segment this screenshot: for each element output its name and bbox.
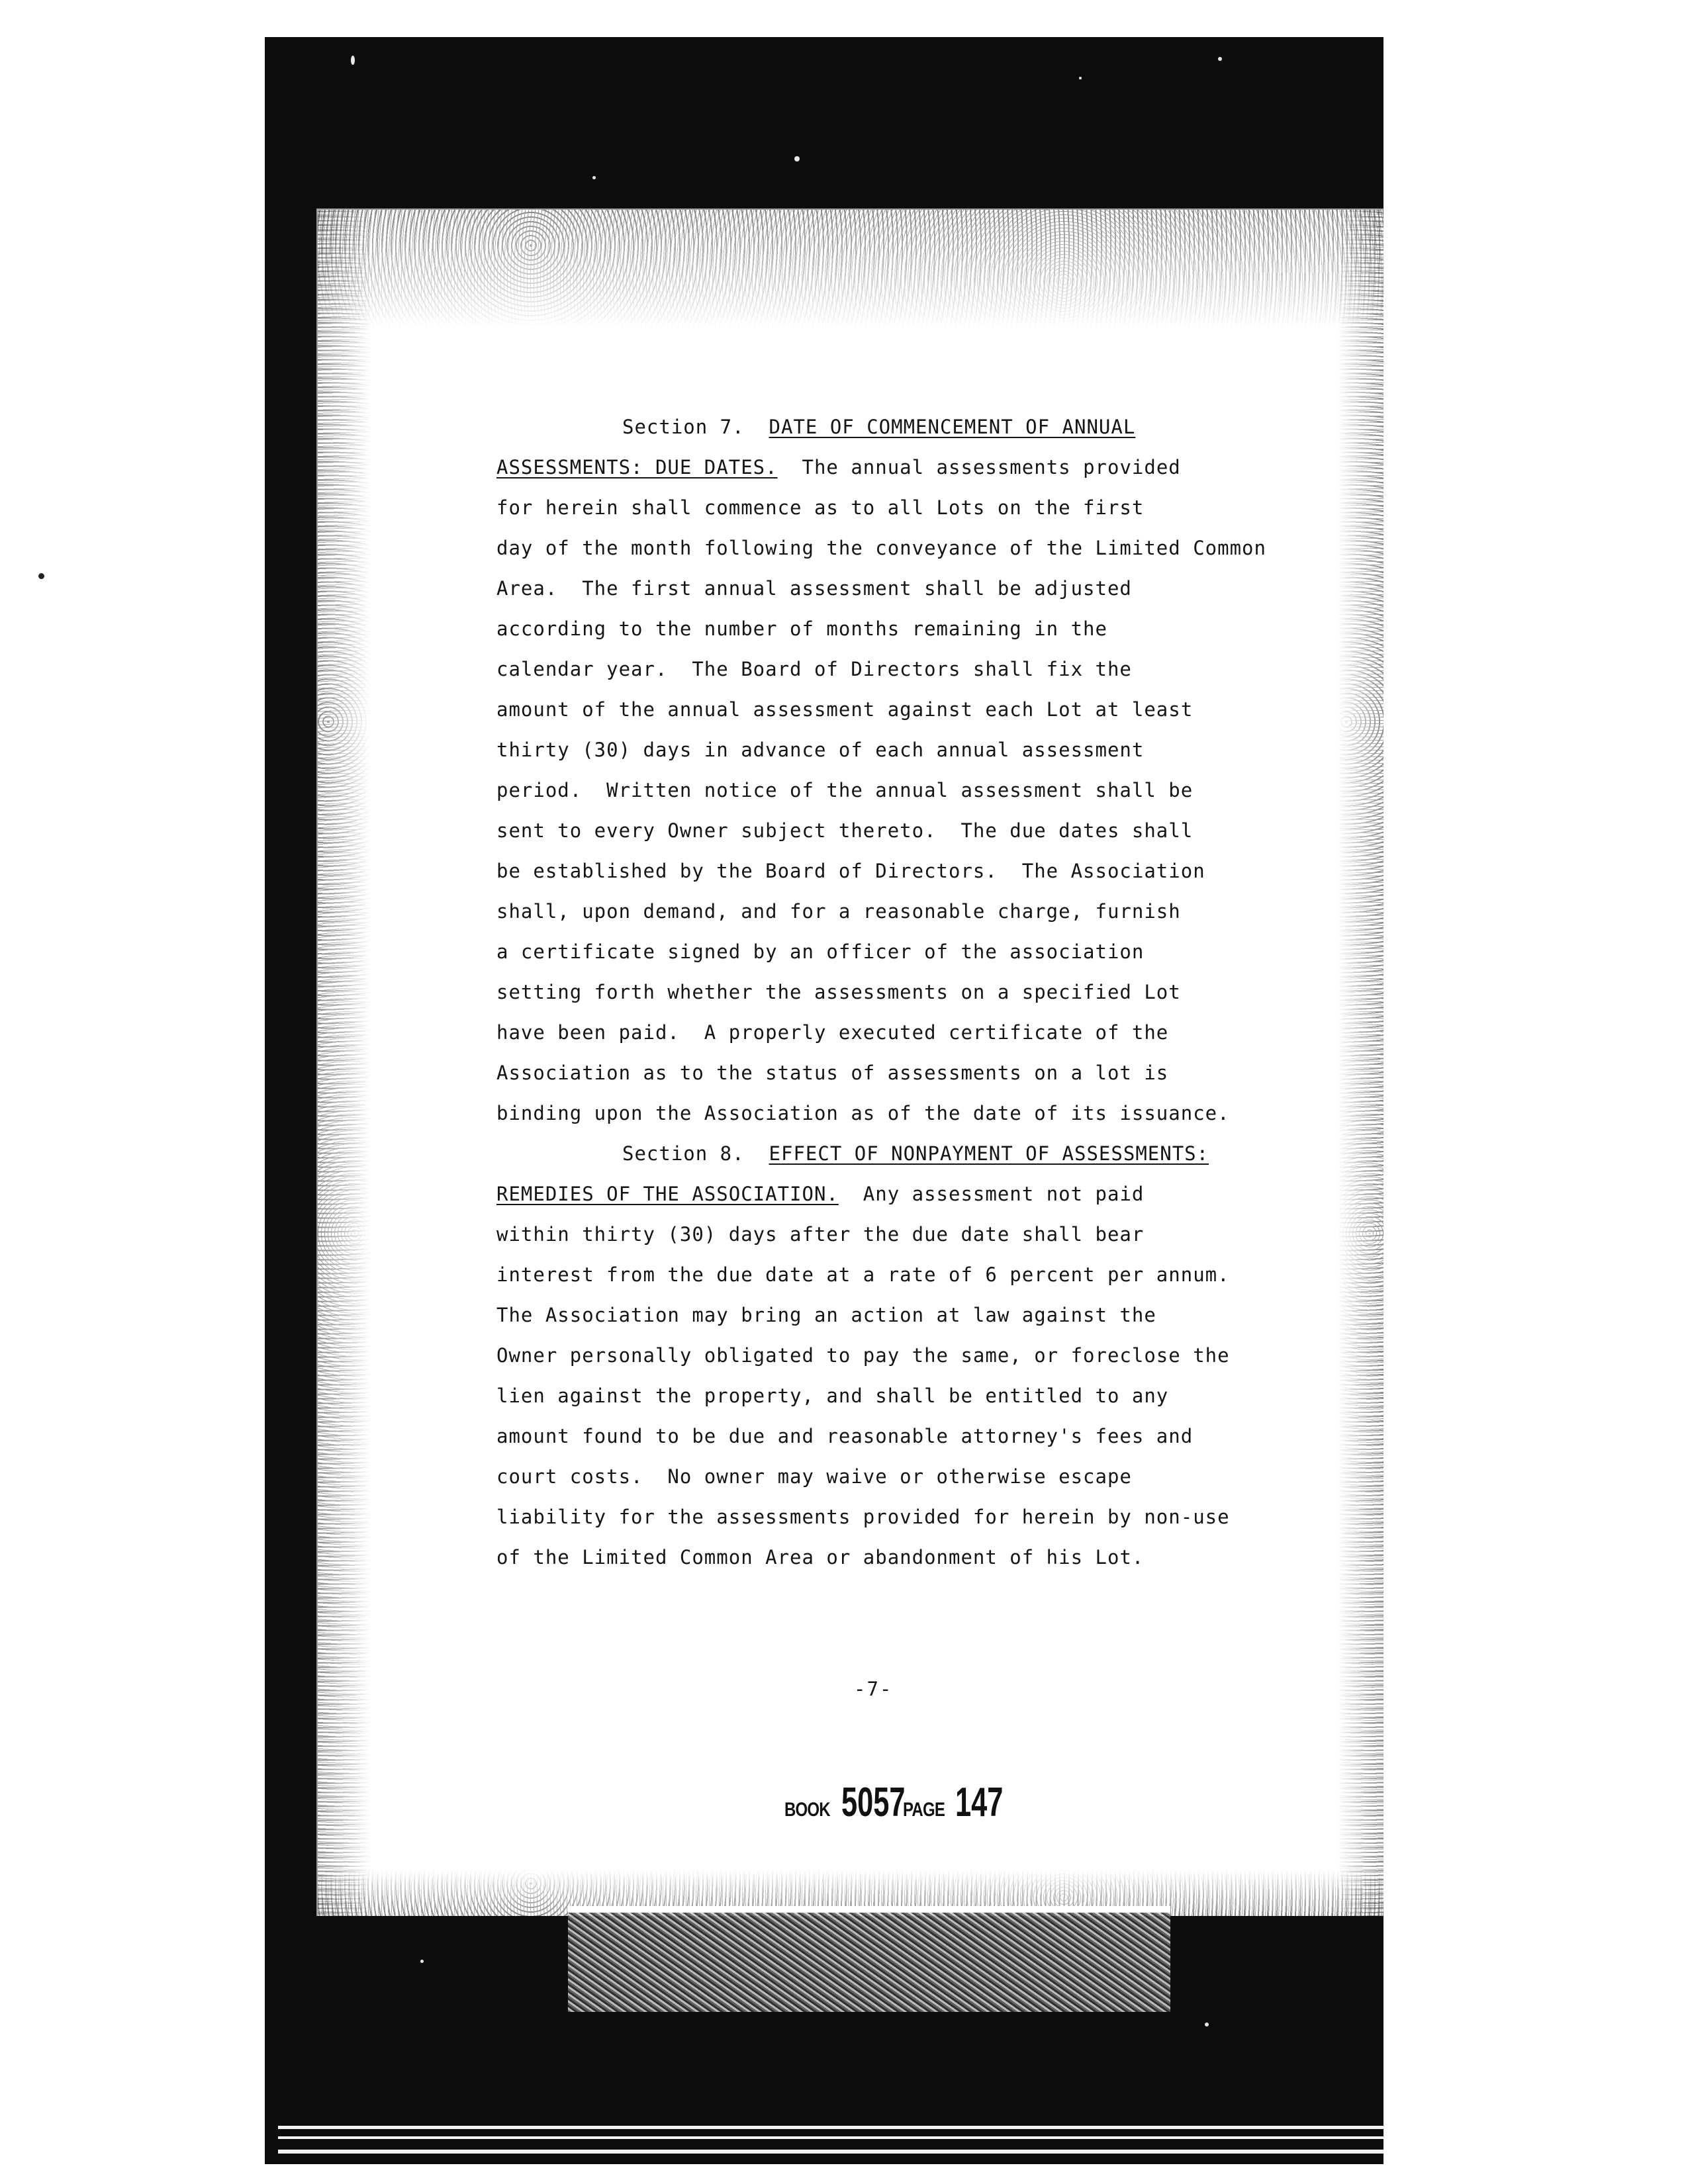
body-line: amount of the annual assessment against each Lot at least [496,698,1194,721]
stamp-book-label: BOOK [784,1799,830,1821]
page-number: -7- [854,1678,893,1700]
book-page-stamp [784,1779,1004,1826]
scan-speck [1079,77,1082,79]
body-line: amount found to be due and reasonable attorney's fees and [496,1425,1194,1447]
scan-speck [420,1960,424,1963]
body-line: day of the month following the conveyance of the Limited Common [496,537,1266,559]
section7-heading-line [496,407,1291,447]
section8-heading-1: EFFECT OF NONPAYMENT OF ASSESSMENTS: [769,1142,1209,1165]
body-line: binding upon the Association as of the date of its issuance. [496,1102,1230,1124]
section7-first-line: The annual assessments provided [802,456,1181,478]
body-line: setting forth whether the assessments on a specified Lot [496,981,1181,1003]
stamp-page-number: 147 [955,1780,1004,1825]
section7-heading-2: ASSESSMENTS: DUE DATES. [496,456,778,478]
body-line: lien against the property, and shall be entitled to any [496,1385,1169,1407]
stamp-book-number: 5057 [841,1780,906,1825]
scan-speck [351,56,355,65]
body-line: a certificate signed by an officer of the association [496,940,1145,963]
body-text [496,407,1291,1578]
section7-heading-line-2 [496,447,1291,488]
scan-speck [592,176,596,179]
section8-label: Section 8. [622,1142,745,1165]
bottom-rule [278,2136,1383,2139]
body-line: of the Limited Common Area or abandonment of his Lot. [496,1546,1145,1569]
body-line: Owner personally obligated to pay the same, or foreclose the [496,1344,1230,1367]
body-line: court costs. No owner may waive or otherwise escape [496,1465,1132,1488]
section8-heading-line-2 [496,1174,1291,1214]
bottom-rule [278,2150,1383,2154]
body-line: interest from the due date at a rate of 6 percent per annum. [496,1263,1230,1286]
scan-speck [794,156,800,161]
body-line: within thirty (30) days after the due date shall bear [496,1223,1145,1246]
scan-noise-right [1337,210,1383,1916]
section7-label: Section 7. [622,416,745,438]
body-line: shall, upon demand, and for a reasonable charge, furnish [496,900,1181,923]
body-line: The Association may bring an action at law against the [496,1304,1156,1326]
scan-speck [1218,57,1222,61]
scan-tab-texture [568,1913,1170,2012]
body-line: be established by the Board of Directors. The Association [496,860,1205,882]
body-line: period. Written notice of the annual assessment shall be [496,779,1194,801]
stray-mark [38,573,44,579]
body-line: Association as to the status of assessments on a lot is [496,1062,1169,1084]
body-line: liability for the assessments provided for herein by non-use [496,1506,1230,1528]
body-line: sent to every Owner subject thereto. The due dates shall [496,819,1194,842]
body-line: calendar year. The Board of Directors shall fix the [496,658,1132,680]
stamp-page-label: PAGE [902,1799,945,1821]
body-line: according to the number of months remaining in the [496,617,1107,640]
scan-noise-left [318,210,371,1916]
body-line: for herein shall commence as to all Lots on the first [496,496,1145,519]
body-line: have been paid. A properly executed certificate of the [496,1021,1169,1044]
section8-heading-line [496,1134,1291,1174]
body-line: thirty (30) days in advance of each annual assessment [496,739,1145,761]
section8-heading-2: REMEDIES OF THE ASSOCIATION. [496,1183,839,1205]
body-line: Area. The first annual assessment shall be adjusted [496,577,1132,600]
section8-first-line: Any assessment not paid [863,1183,1145,1205]
bottom-rule [278,2126,1383,2129]
section7-heading-1: DATE OF COMMENCEMENT OF ANNUAL [769,416,1136,438]
scan-speck [1205,2023,1209,2026]
scan-noise-top [318,210,1383,329]
